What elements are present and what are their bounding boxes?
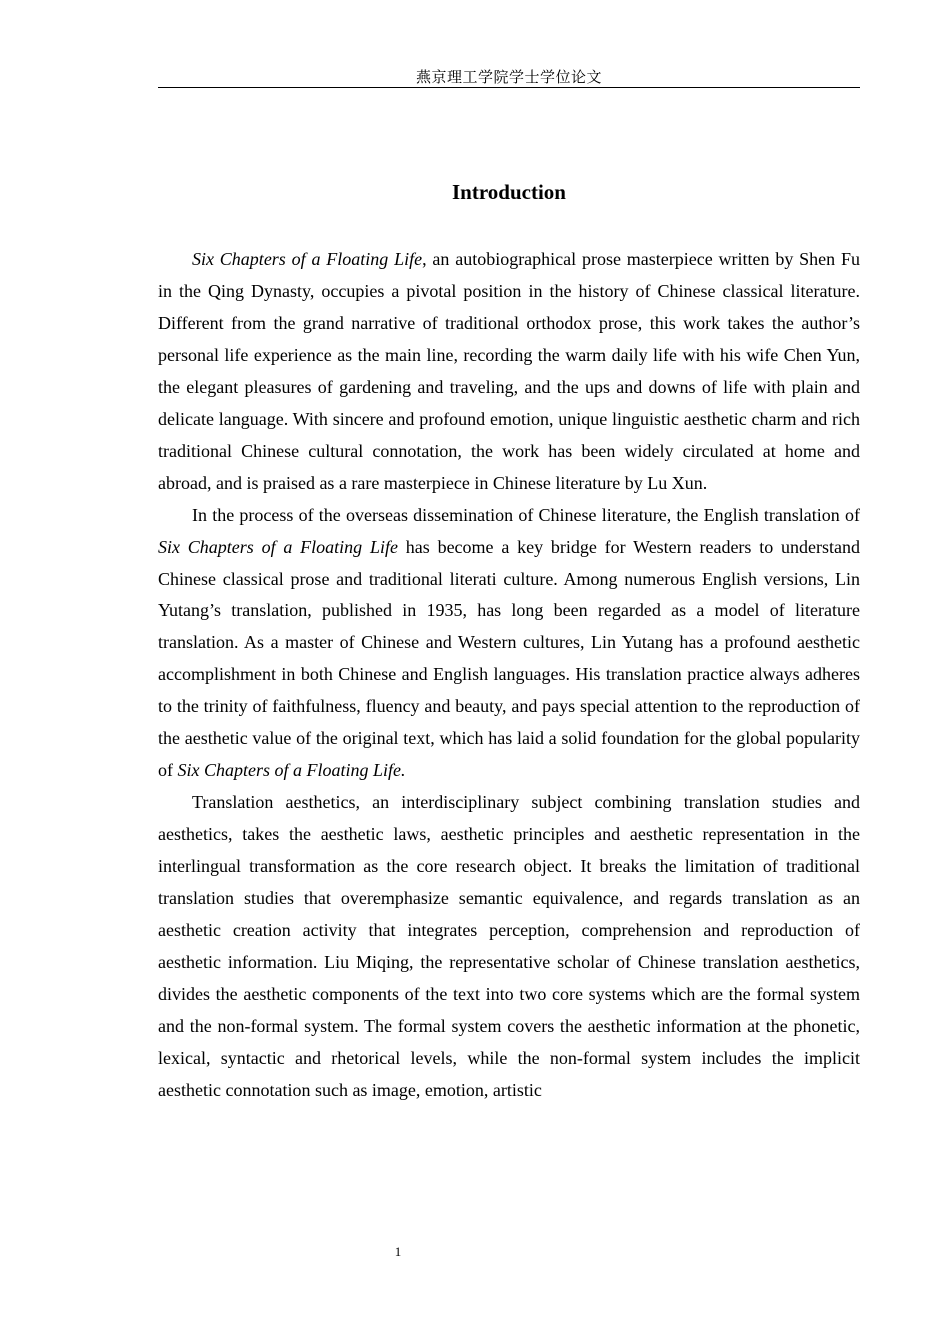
header-rule: [158, 87, 860, 88]
running-header: 燕京理工学院学士学位论文: [415, 68, 602, 86]
paragraph-segment: has become a key bridge for Western readers to understand Chinese classical prose and traditional literati culture. Among numerous English versions, Lin Yutang’s translation, published in 1935, has long been regarded as a model of literature translation. As a master of Chinese and Western cultures, Lin Yutang has a profound aesthetic accomplishment in both Chinese and English languages. His translation practice always adheres to the trinity of faithfulness, fluency and beauty, and pays special attention to the reproduction of the aesthetic value of the original text, which has laid a solid foundation for the global popularity of: [158, 536, 860, 781]
paragraph-segment: Six Chapters of a Floating Life: [192, 249, 423, 269]
section-title: Introduction: [452, 180, 566, 204]
paragraph-segment: , an autobiographical prose masterpiece written by Shen Fu in the Qing Dynasty, occupies a pivotal position in the history of Chinese classical literature. Different from the grand narrative of traditional orthodox prose, this work takes the author’s personal life experience as the main line, recording the warm daily life with his wife Chen Yun, the elegant pleasures of gardening and traveling, and the ups and downs of life with plain and delicate language. With sincere and profound emotion, unique linguistic aesthetic charm and rich traditional Chinese cultural connotation, the work has been widely circulated at home and abroad, and is praised as a rare masterpiece in Chinese literature by Lu Xun.: [158, 249, 860, 493]
paragraph-2: [158, 500, 860, 788]
paragraph-segment: Six Chapters of a Floating Life: [158, 536, 398, 557]
page-number: 1: [394, 1244, 402, 1259]
paragraph-3: [158, 787, 860, 1107]
paragraph-segment: In the process of the overseas dissemination of Chinese literature, the English translation of: [192, 504, 860, 525]
paragraph-segment: Six Chapters of a Floating Life.: [177, 760, 406, 781]
paragraph-1: [158, 244, 860, 500]
body-text: [158, 244, 860, 1107]
paragraph-segment: Translation aesthetics, an interdisciplinary subject combining translation studies and aesthetics, takes the aesthetic laws, aesthetic principles and aesthetic representation in the interlingual transformation as the core research object. It breaks the limitation of traditional translation studies that overemphasize semantic equivalence, and regards translation as an aesthetic creation activity that integrates perception, comprehension and reproduction of aesthetic information. Liu Miqing, the representative scholar of Chinese translation aesthetics, divides the aesthetic components of the text into two core systems which are the formal system and the non-formal system. The formal system covers the aesthetic information at the phonetic, lexical, syntactic and rhetorical levels, while the non-formal system includes the implicit aesthetic connotation such as image, emotion, artistic: [158, 792, 860, 1100]
